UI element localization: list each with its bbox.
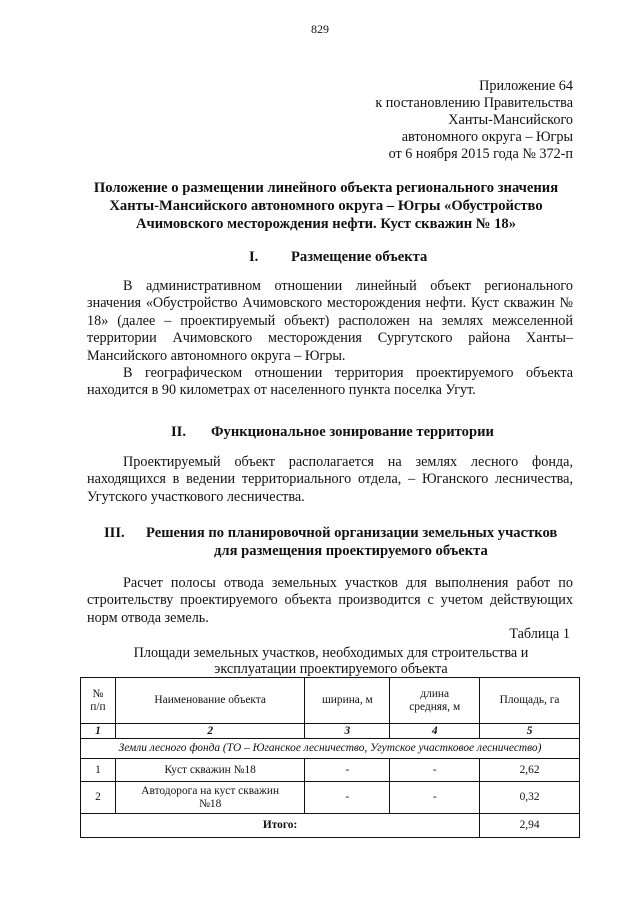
paragraph: Расчет полосы отвода земельных участков для выполнения работ по строительству проектируемого объекта производится с учетом действующих норм отвода земель.: [87, 575, 573, 626]
title-line: Положение о размещении линейного объекта регионального значения: [93, 180, 559, 196]
total-value: 2,94: [480, 814, 580, 838]
cell: Куст скважин №18: [115, 759, 305, 782]
section-3-heading: [104, 524, 584, 560]
table-label: Таблица 1: [509, 626, 570, 642]
index-cell: 2: [115, 724, 305, 739]
index-cell: 1: [81, 724, 116, 739]
appendix-line: автономного округа – Югры: [401, 129, 573, 145]
table-index-row: [81, 724, 580, 739]
section-number: II.: [171, 424, 187, 440]
index-cell: 3: [305, 724, 390, 739]
section-2-heading: [171, 423, 591, 441]
section-1-body: [87, 278, 573, 400]
land-area-table: [80, 677, 580, 838]
header-cell: Площадь, га: [480, 678, 580, 724]
section-title: Размещение объекта: [291, 249, 428, 265]
appendix-line: Ханты-Мансийского: [448, 112, 573, 128]
table-row: [81, 782, 580, 814]
cell: 1: [81, 759, 116, 782]
cell: Автодорога на куст скважин №18: [115, 782, 305, 814]
paragraph: В географическом отношении территория проектируемого объекта находится в 90 километрах от населенного пункта поселка Угут.: [87, 365, 573, 399]
header-cell: Наименование объекта: [115, 678, 305, 724]
title-line: Ханты-Мансийского автономного округа – Югры «Обустройство: [109, 198, 543, 214]
section-number: I.: [249, 249, 259, 265]
header-cell: длина средняя, м: [390, 678, 480, 724]
caption-line: Площади земельных участков, необходимых для строительства и: [133, 645, 529, 661]
table-total-row: [81, 814, 580, 838]
section-title: для размещения проектируемого объекта: [214, 543, 488, 559]
paragraph: Проектируемый объект располагается на землях лесного фонда, находящихся в ведении территориального отдела, – Юганского лесничества, Угутского участкового лесничества.: [87, 454, 573, 505]
cell: -: [305, 782, 390, 814]
section-number: III.: [104, 525, 125, 541]
index-cell: 4: [390, 724, 480, 739]
appendix-reference: [375, 78, 573, 163]
appendix-line: Приложение 64: [479, 78, 573, 94]
section-3-body: [87, 575, 573, 627]
section-title: Функциональное зонирование территории: [211, 424, 494, 440]
cell: -: [390, 782, 480, 814]
title-line: Ачимовского месторождения нефти. Куст скважин № 18»: [135, 216, 517, 232]
appendix-line: от 6 ноября 2015 года № 372-п: [388, 146, 573, 162]
table-caption: [86, 645, 576, 677]
table-header-row: [81, 678, 580, 724]
section-2-body: [87, 454, 573, 506]
table-row: [81, 759, 580, 782]
document-title: [70, 179, 582, 233]
section-1-heading: [249, 248, 549, 266]
caption-line: эксплуатации проектируемого объекта: [214, 661, 448, 677]
total-label: Итого:: [81, 814, 480, 838]
group-label: Земли лесного фонда (ТО – Юганское лесничество, Угутское участковое лесничество): [81, 739, 580, 759]
cell: 2: [81, 782, 116, 814]
cell: -: [305, 759, 390, 782]
index-cell: 5: [480, 724, 580, 739]
table-group-row: [81, 739, 580, 759]
appendix-line: к постановлению Правительства: [375, 95, 573, 111]
cell: 0,32: [480, 782, 580, 814]
section-title: Решения по планировочной организации земельных участков: [146, 525, 558, 541]
header-cell: № п/п: [81, 678, 116, 724]
paragraph: В административном отношении линейный объект регионального значения «Обустройство Ачимовского месторождения нефти. Куст скважин № 18» (далее – проектируемый объект) расположен на землях межселенной территории Ачимовского месторождения Сургутского района Ханты–Мансийского автономного округа – Югры.: [87, 278, 573, 364]
cell: 2,62: [480, 759, 580, 782]
cell: -: [390, 759, 480, 782]
page-number: 829: [311, 22, 329, 36]
header-cell: ширина, м: [305, 678, 390, 724]
